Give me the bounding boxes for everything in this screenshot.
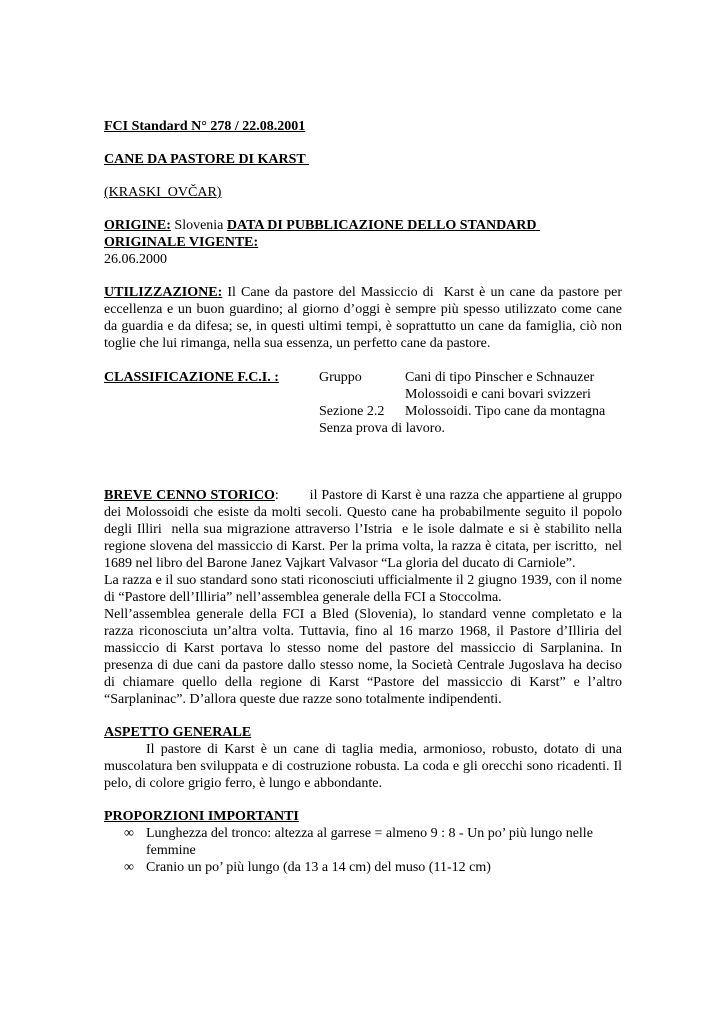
- general-appearance-label: ASPETTO GENERALE: [104, 725, 252, 740]
- list-item-text: Cranio un po’ più lungo (da 13 a 14 cm) del muso (11-12 cm): [146, 860, 491, 875]
- infinity-bullet-icon: ∞: [124, 826, 134, 841]
- fci-standard-number: FCI Standard N° 278 / 22.08.2001: [104, 119, 306, 134]
- breed-name-heading: CANE DA PASTORE DI KARST: [104, 152, 309, 167]
- utilization-label: UTILIZZAZIONE:: [104, 285, 223, 300]
- classification-key: Sezione 2.2: [319, 404, 385, 419]
- general-appearance-text: Il pastore di Karst è un cane di taglia media, armonioso, robusto, dotato di una muscolatura ben sviluppata e di costruzione robusta. La coda e gli orecchi sono ricadenti. Il pelo, di colore grigio ferro, è lungo e abbondante.: [104, 742, 622, 791]
- publication-label: DATA DI PUBBLICAZIONE DELLO STANDARD: [226, 218, 541, 233]
- utilization-text: Il Cane da pastore del Massiccio di Karst è un cane da pastore per eccellenza e un buon guardino; al giorno d’oggi è sempre più spesso utilizzato come cane da guardia e da difesa; se, in questi ultimi tempi, è soprattutto un cane da famiglia, ciò non toglie che lui rimanga, nella sua essenza, un perfetto cane da pastore.: [104, 285, 626, 351]
- breed-local-name: (KRASKI OVČAR): [104, 185, 222, 200]
- list-item-text: Lunghezza del tronco: altezza al garrese = almeno 9 : 8 - Un po’ più lungo nelle femmine: [146, 826, 593, 858]
- origin-label: ORIGINE:: [104, 218, 171, 233]
- history-colon: :: [274, 488, 279, 503]
- proportions-label: PROPORZIONI IMPORTANTI: [104, 809, 299, 824]
- classification-key: [319, 386, 405, 403]
- publication-label-line2: ORIGINALE VIGENTE:: [104, 235, 259, 250]
- classification-note: Senza prova di lavoro.: [319, 421, 445, 436]
- document-page: [104, 118, 626, 876]
- classification-key: Gruppo: [319, 370, 362, 385]
- utilization-section: [104, 284, 626, 352]
- origin-section: [104, 217, 622, 268]
- history-paragraph-2: La razza e il suo standard sono stati riconosciuti ufficialmente il 2 giugno 1939, con il nome di “Pastore dell’Illiria” nell’assemblea generale della FCI a Stoccolma.: [104, 573, 622, 605]
- classification-value: Molossoidi. Tipo cane da montagna: [405, 404, 606, 419]
- infinity-bullet-icon: ∞: [124, 860, 134, 875]
- classification-section: [104, 369, 622, 437]
- history-paragraph-3: Nell’assemblea generale della FCI a Bled (Slovenia), lo standard venne completato e la razza riconosciuta un’altra volta. Tuttavia, fino al 16 marzo 1968, il Pastore d’Illiria del massiccio di Karst portava lo stesso nome del pastore del massiccio di Sarplanina. In presenza di due cani da pastore dallo stesso nome, la Società Centrale Jugoslava ha deciso di chiamare quello della regione di Karst “Pastore del massiccio di Karst” e l’altro “Sarplaninac”. D’allora queste due razze sono totalmente indipendenti.: [104, 607, 622, 707]
- classification-label: CLASSIFICAZIONE F.C.I. :: [104, 370, 279, 385]
- origin-value: Slovenia: [170, 218, 227, 233]
- list-item: [104, 825, 622, 859]
- proportions-section: [104, 808, 622, 876]
- history-label: BREVE CENNO STORICO: [104, 488, 275, 503]
- history-section: [104, 487, 626, 708]
- classification-value: Cani di tipo Pinscher e Schnauzer: [405, 370, 595, 385]
- classification-table: [319, 369, 605, 420]
- general-appearance-section: [104, 724, 622, 792]
- history-paragraph-1: il Pastore di Karst è una razza che appartiene al gruppo dei Molossoidi che esiste da molti secoli. Questo cane ha probabilmente seguito il popolo degli Illiri nella sua migrazione attraverso l’Istria e le isole dalmate e si è stabilito nella regione slovena del massiccio di Karst. Per la prima volta, la razza è citata, per iscritto, nel 1689 nel libro del Barone Janez Vajkart Valvasor “La gloria del ducato di Carniole”.: [104, 488, 626, 571]
- classification-value: Molossoidi e cani bovari svizzeri: [405, 387, 591, 402]
- publication-date: 26.06.2000: [104, 252, 167, 267]
- list-item: [104, 859, 622, 876]
